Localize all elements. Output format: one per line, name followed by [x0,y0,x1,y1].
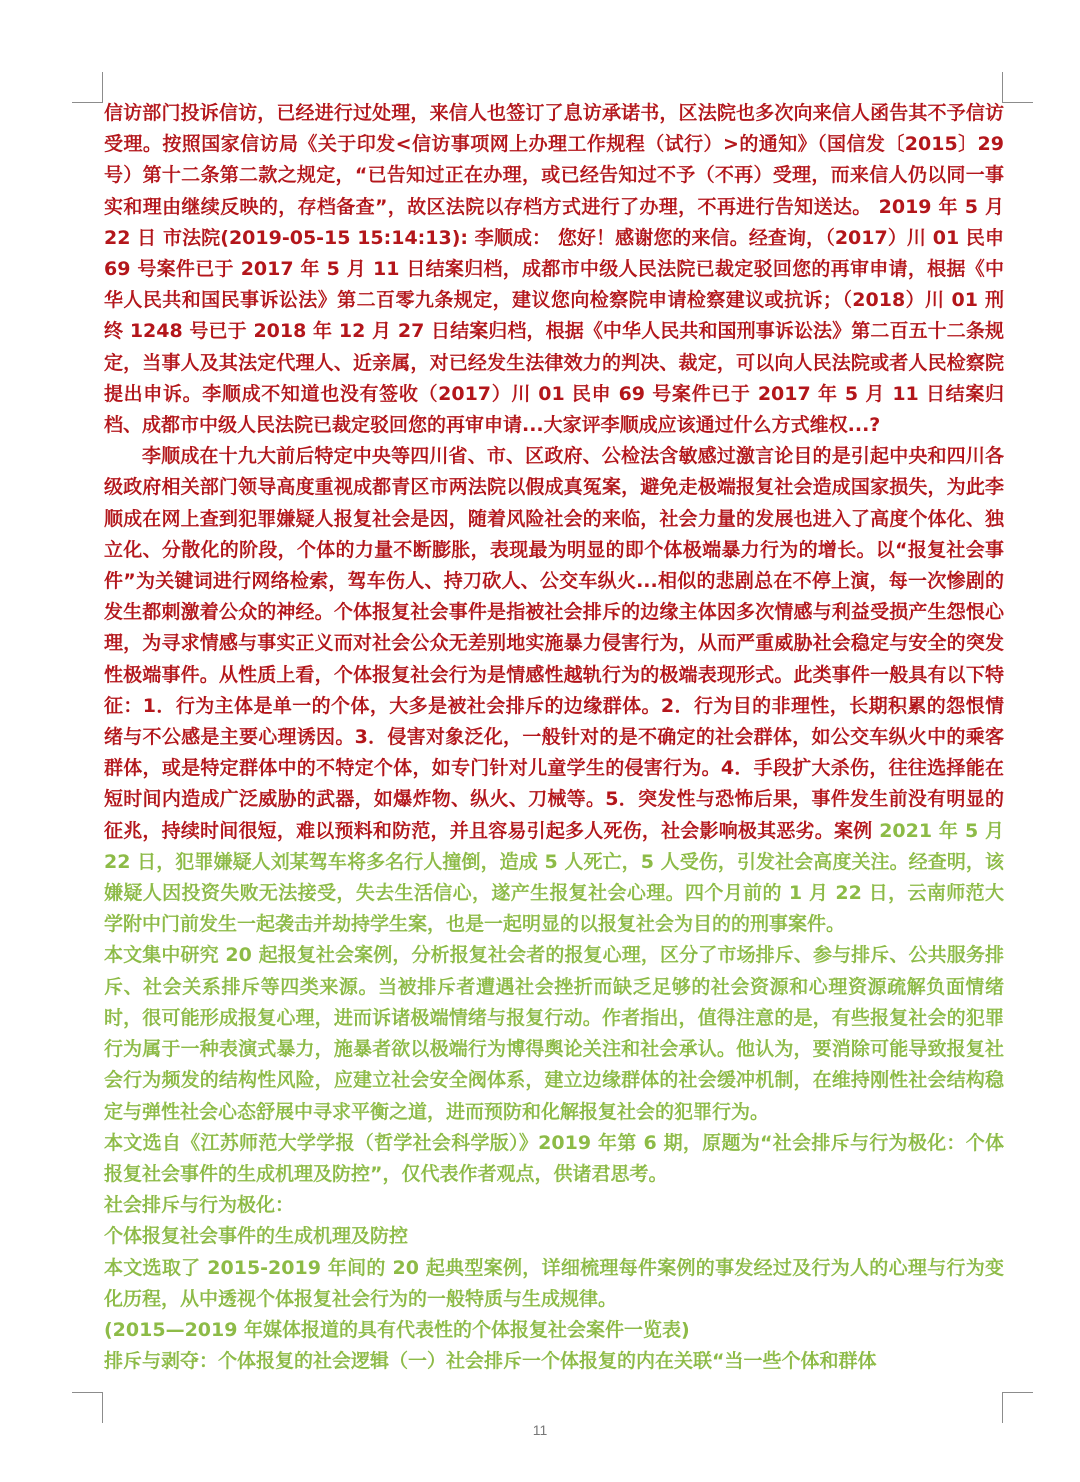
crop-mark-top-right [1002,72,1033,103]
paragraph-revenge-society-analysis [104,441,1004,940]
paragraph-court-reply: 信访部门投诉信访，已经进行过处理，来信人也签订了息访承诺书，区法院也多次向来信人函告其不予信访受理。按照国家信访局《关于印发<信访事项网上办理工作规程（试行）>的通知》（国信发〔2015〕29 号）第十二条第二款之规定，“已告知过正在办理，或已经告知过不予（不再）受理，而来信人仍以同一事实和理由继续反映的，存档备查”，故区法院以存档方式进行了办理，不再进行告知送达。 2019 年 5 月 22 日 市法院(2019-05-15 15:14:13): 李顺成： 您好！感谢您的来信。经查询，（2017）川 01 民申 69 号案件已于 2017 年 5 月 11 日结案归档，成都市中级人民法院已裁定驳回您的再审申请，根据《中华人民共和国民事诉讼法》第二百零九条规定，建议您向检察院申请检察建议或抗诉；（2018）川 01 刑终 1248 号已于 2018 年 12 月 27 日结案归档，根据《中华人民共和国刑事诉讼法》第二百五十二条规定，当事人及其法定代理人、近亲属，对已经发生法律效力的判决、裁定，可以向人民法院或者人民检察院提出申诉。李顺成不知道也没有签收（2017）川 01 民申 69 号案件已于 2017 年 5 月 11 日结案归档、成都市中级人民法院已裁定驳回您的再审申请...大家评李顺成应该通过什么方式维权...? [104,102,1004,437]
paragraph-study-summary: 本文集中研究 20 起报复社会案例，分析报复社会者的报复心理，区分了市场排斥、参与排斥、公共服务排斥、社会关系排斥等四类来源。当被排斥者遭遇社会挫折而缺乏足够的社会资源和心理资源疏解负面情绪时，很可能形成报复心理，进而诉诸极端情绪与报复行动。作者指出，值得注意的是，有些报复社会的犯罪行为属于一种表演式暴力，施暴者欲以极端行为博得舆论关注和社会承认。他认为，要消除可能导致报复社会行为频发的结构性风险，应建立社会安全阀体系，建立边缘群体的社会缓冲机制，在维持刚性社会结构稳定与弹性社会心态舒展中寻求平衡之道，进而预防和化解报复社会的犯罪行为。 [104,944,1004,1123]
article-title-line-1: 社会排斥与行为极化： [104,1194,295,1217]
article-title-line-2: 个体报复社会事件的生成机理及防控 [104,1225,409,1248]
table-caption: (2015—2019 年媒体报道的具有代表性的个体报复社会案件一览表) [104,1318,690,1341]
paragraph-revenge-society-red: 李顺成在十九大前后特定中央等四川省、市、区政府、公检法含敏感过激言论目的是引起中央和四川各级政府相关部门领导高度重视成都青区市两法院以假成真冤案，避免走极端报复社会造成国家损失，为此李顺成在网上查到犯罪嫌疑人报复社会是因，随着风险社会的来临，社会力量的发展也进入了高度个体化、独立化、分散化的阶段，个体的力量不断膨胀，表现最为明显的即个体极端暴力行为的增长。以“报复社会事件”为关键词进行网络检索，驾车伤人、持刀砍人、公交车纵火...相似的悲剧总在不停上演，每一次惨剧的发生都刺激着公众的神经。个体报复社会事件是指被社会排斥的边缘主体因多次情感与利益受损产生怨恨心理，为寻求情感与事实正义而对社会公众无差别地实施暴力侵害行为，从而严重威胁社会稳定与安全的突发性极端事件。从性质上看，个体报复社会行为是情感性越轨行为的极端表现形式。此类事件一般具有以下特征：1．行为主体是单一的个体，大多是被社会排斥的边缘群体。2．行为目的非理性，长期积累的怨恨情绪与不公感是主要心理诱因。3．侵害对象泛化，一般针对的是不确定的社会群体，如公交车纵火中的乘客群体，或是特定群体中的不特定个体，如专门针对儿童学生的侵害行为。4．手段扩大杀伤，往往选择能在短时间内造成广泛威胁的武器，如爆炸物、纵火、刀械等。5．突发性与恐怖后果，事件发生前没有明显的征兆，持续时间很短，难以预料和防范，并且容易引起多人死伤，社会影响极其恶劣。案例 [104,445,1004,842]
crop-mark-top-left [72,72,103,103]
paragraph-case-example-green: 2021 年 5 月 22 日，犯罪嫌疑人刘某驾车将多名行人撞倒，造成 5 人死亡，5 人受伤，引发社会高度关注。经查明，该嫌疑人因投资失败无法接受，失去生活信心，遂产生报复社会心理。四个月前的 1 月 22 日，云南师范大学附中门前发生一起袭击并劫持学生案，也是一起明显的以报复社会为目的的刑事案件。 [104,819,1004,936]
document-body [104,98,1004,1377]
page-number: 11 [532,1422,548,1438]
crop-mark-bottom-left [72,1392,103,1423]
crop-mark-bottom-right [1002,1392,1033,1423]
paragraph-source-note: 本文选自《江苏师范大学学报（哲学社会科学版）》2019 年第 6 期，原题为“社会排斥与行为极化：个体报复社会事件的生成机理及防控”，仅代表作者观点，供诸君思考。 [104,1131,1004,1185]
section-heading-exclusion: 排斥与剥夺：个体报复的社会逻辑（一）社会排斥一个体报复的内在关联“当一些个体和群体 [104,1350,877,1373]
paragraph-case-selection: 本文选取了 2015-2019 年间的 20 起典型案例，详细梳理每件案例的事发经过及行为人的心理与行为变化历程，从中透视个体报复社会行为的一般特质与生成规律。 [104,1256,1004,1310]
